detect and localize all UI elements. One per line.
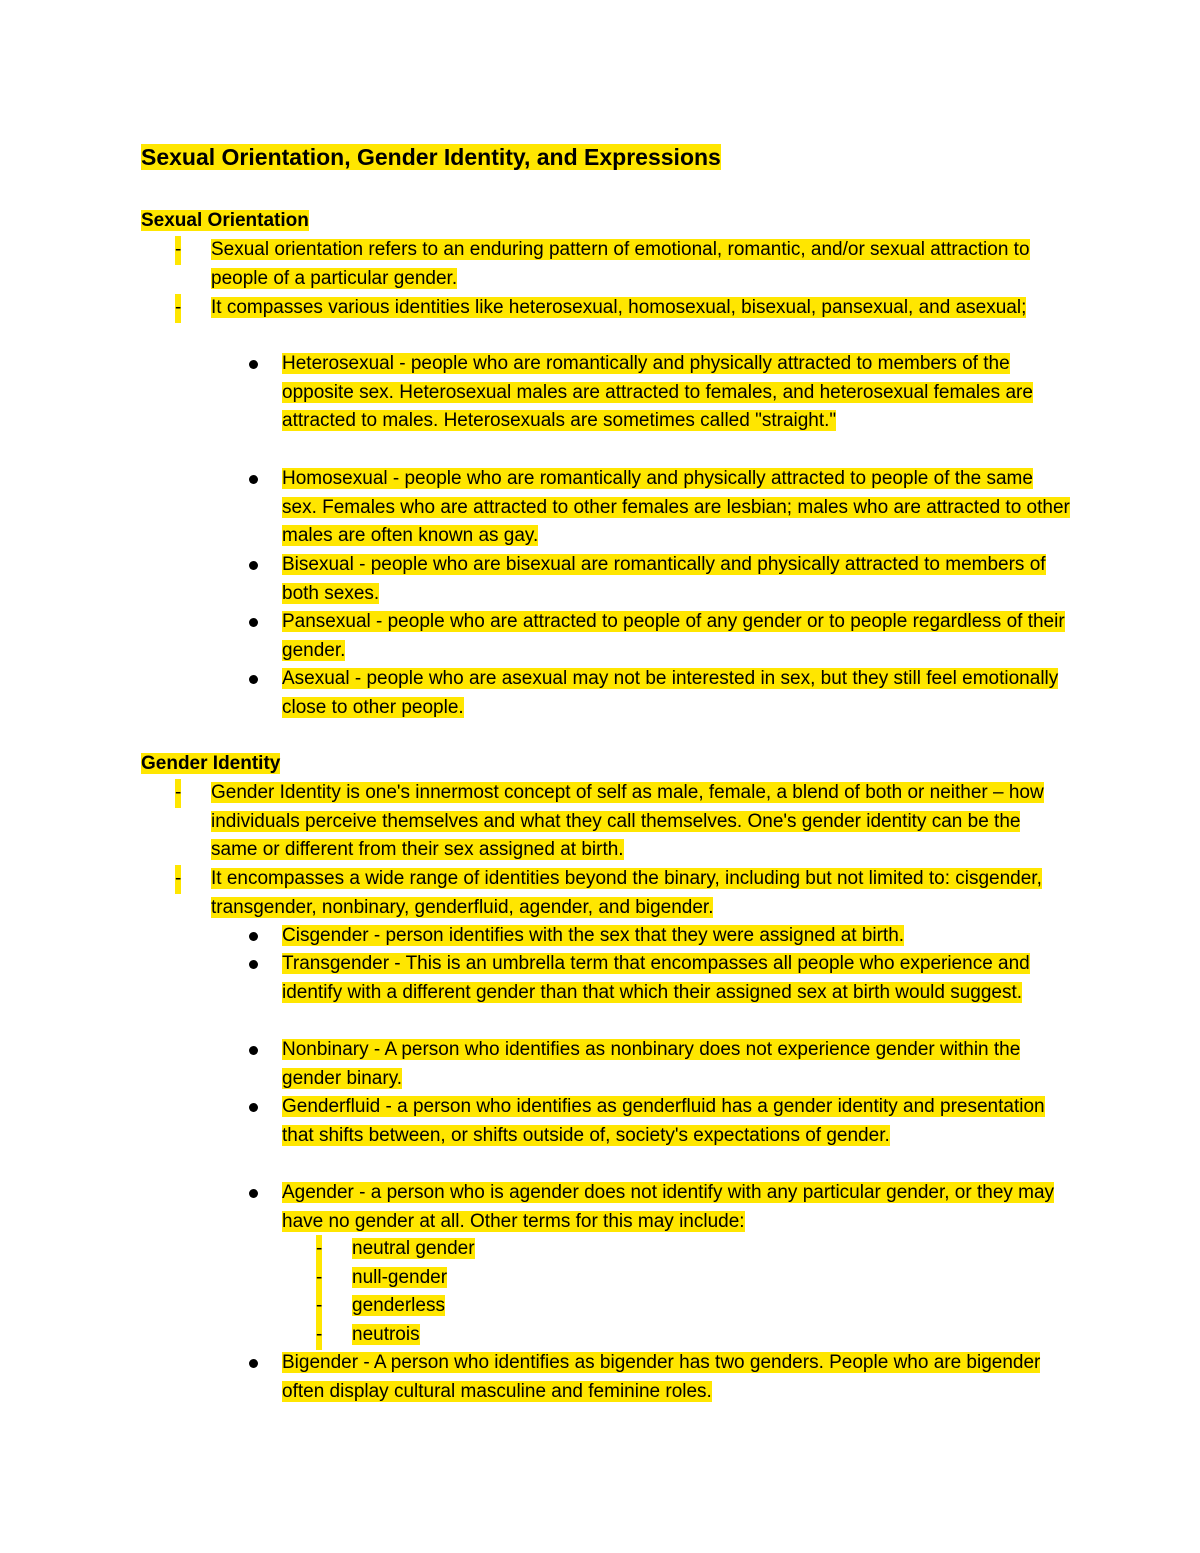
list-item: Bisexual - people who are bisexual are romantically and physically attracted to members of both sexes.	[282, 551, 1072, 608]
section-heading-sexual-orientation: Sexual Orientation	[141, 210, 309, 231]
list-item: Homosexual - people who are romantically and physically attracted to people of the same sex. Females who are attracted to other females are lesbian; males who are attracted to other males are often known as gay.	[282, 465, 1072, 551]
document-title: Sexual Orientation, Gender Identity, and Expressions	[141, 144, 721, 170]
list-item: Genderfluid - a person who identifies as genderfluid has a gender identity and presentation that shifts between, or shifts outside of, society's expectations of gender.	[282, 1093, 1072, 1150]
bullet-icon	[249, 1103, 258, 1112]
list-item: Nonbinary - A person who identifies as nonbinary does not experience gender within the gender binary.	[282, 1036, 1072, 1093]
list-item: - neutral gender	[352, 1235, 952, 1264]
bullet-icon	[249, 960, 258, 969]
list-item: Pansexual - people who are attracted to people of any gender or to people regardless of their gender.	[282, 608, 1072, 665]
list-item: Transgender - This is an umbrella term that encompasses all people who experience and identify with a different gender than that which their assigned sex at birth would suggest.	[282, 950, 1072, 1007]
list-item: Bigender - A person who identifies as bigender has two genders. People who are bigender often display cultural masculine and feminine roles.	[282, 1349, 1072, 1406]
list-item: Cisgender - person identifies with the sex that they were assigned at birth.	[282, 922, 1072, 951]
bullet-icon	[249, 1046, 258, 1055]
list-item: Agender - a person who is agender does not identify with any particular gender, or they may have no gender at all. Other terms for this may include:	[282, 1179, 1072, 1236]
dash-marker: -	[316, 1321, 322, 1350]
bullet-icon	[249, 675, 258, 684]
bullet-icon	[249, 618, 258, 627]
dash-marker: -	[175, 294, 181, 323]
list-item: - It encompasses a wide range of identities beyond the binary, including but not limited to: cisgender, transgender, nonbinary, genderfluid, agender, and bigender.	[211, 865, 1071, 922]
list-item: - It compasses various identities like heterosexual, homosexual, bisexual, pansexual, and asexual;	[211, 294, 1071, 323]
dash-marker: -	[316, 1235, 322, 1264]
bullet-icon	[249, 360, 258, 369]
dash-marker: -	[175, 865, 181, 894]
list-item: Asexual - people who are asexual may not be interested in sex, but they still feel emotionally close to other people.	[282, 665, 1072, 722]
list-item: - Gender Identity is one's innermost concept of self as male, female, a blend of both or neither – how individuals perceive themselves and what they call themselves. One's gender identity can be the same or different from their sex assigned at birth.	[211, 779, 1071, 865]
dash-marker: -	[175, 236, 181, 265]
dash-marker: -	[175, 779, 181, 808]
list-item: - null-gender	[352, 1264, 952, 1293]
list-item: - neutrois	[352, 1321, 952, 1350]
dash-marker: -	[316, 1292, 322, 1321]
dash-marker: -	[316, 1264, 322, 1293]
list-item: - Sexual orientation refers to an enduring pattern of emotional, romantic, and/or sexual attraction to people of a particular gender.	[211, 236, 1071, 293]
list-item: Heterosexual - people who are romantically and physically attracted to members of the opposite sex. Heterosexual males are attracted to females, and heterosexual females are attracted to males. Heterosexuals are sometimes called "straight."	[282, 350, 1072, 436]
list-item: - genderless	[352, 1292, 952, 1321]
bullet-icon	[249, 561, 258, 570]
bullet-icon	[249, 1359, 258, 1368]
bullet-icon	[249, 1189, 258, 1198]
bullet-icon	[249, 932, 258, 941]
section-heading-gender-identity: Gender Identity	[141, 753, 281, 774]
bullet-icon	[249, 475, 258, 484]
